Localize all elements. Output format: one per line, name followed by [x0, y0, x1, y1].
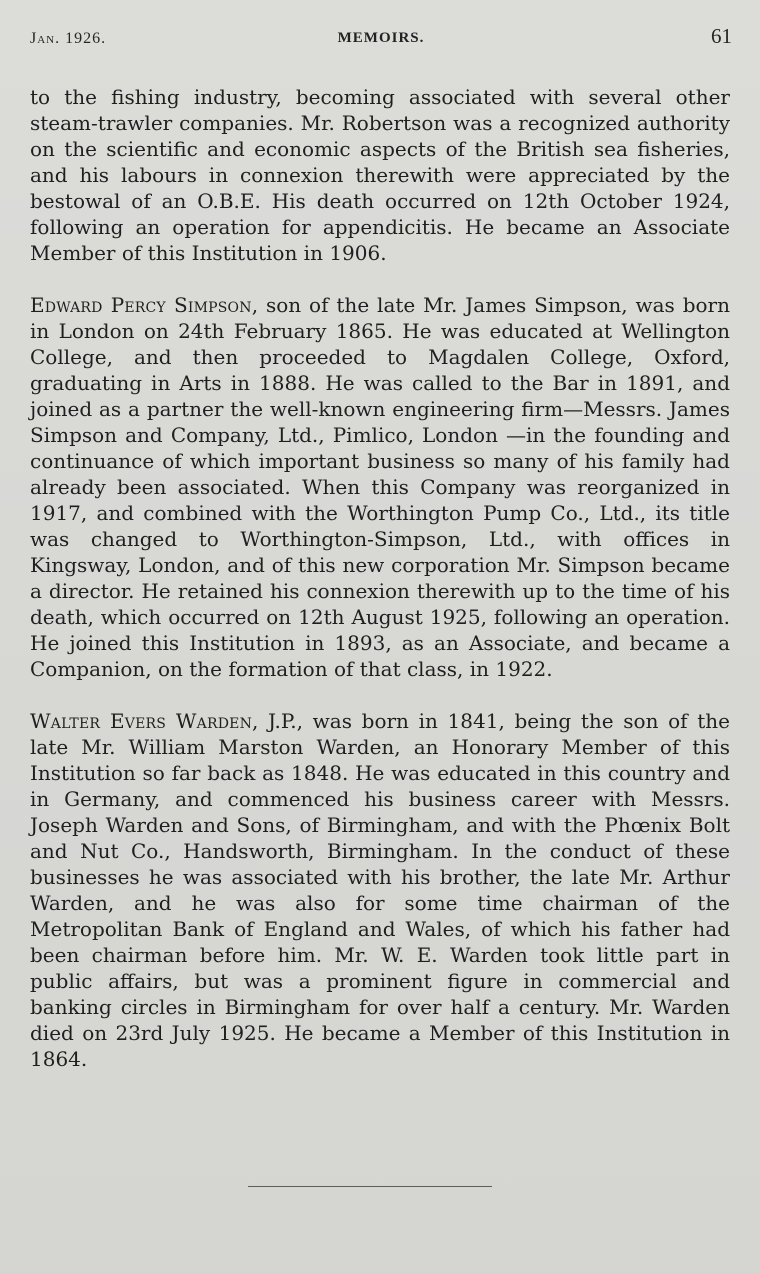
paragraph-robertson	[30, 84, 730, 266]
paragraph-text: , J.P., was born in 1841, being the son of the late Mr. William Marston Warden, an Honorary Member of this Institution so far back as 1848. He was educated in this country and in Germany, and commenced his business career with Messrs. Joseph Warden and Sons, of Birmingham, and with the Phœnix Bolt and Nut Co., Handsworth, Birmingham. In the conduct of these businesses he was associated with his brother, the late Mr. Arthur Warden, and he was also for some time chairman of the Metropolitan Bank of England and Wales, of which his father had been chairman before him. Mr. W. E. Warden took little part in public affairs, but was a prominent figure in commercial and banking circles in Birmingham for over half a century. Mr. Warden died on 23rd July 1925. He became a Member of this Institution in 1864.	[30, 709, 730, 1071]
paragraph-text: , son of the late Mr. James Simpson, was born in London on 24th February 1865. He was educated at Wellington College, and then proceeded to Magdalen College, Oxford, graduating in Arts in 1888. He was called to the Bar in 1891, and joined as a partner the well-known engineering firm—Messrs. James Simpson and Company, Ltd., Pimlico, London —in the founding and continuance of which important business so many of his family had already been associated. When this Company was reorganized in 1917, and combined with the Worthington Pump Co., Ltd., its title was changed to Worthington-Simpson, Ltd., with offices in Kingsway, London, and of this new corporation Mr. Simpson became a director. He retained his connexion therewith up to the time of his death, which occurred on 12th August 1925, following an operation. He joined this Institution in 1893, as an Associate, and became a Companion, on the formation of that class, in 1922.	[30, 293, 730, 681]
section-end-rule	[248, 1186, 492, 1187]
header-section-title: MEMOIRS.	[337, 30, 425, 46]
paragraph-simpson	[30, 292, 730, 682]
memoir-content	[30, 84, 730, 1072]
person-name-simpson: Edward Percy Simpson	[30, 293, 252, 317]
person-name-warden: Walter Evers Warden	[30, 709, 253, 733]
page-header	[30, 24, 732, 54]
paragraph-warden	[30, 708, 730, 1072]
page-number: 61	[711, 24, 732, 48]
header-date: Jan. 1926.	[30, 30, 107, 47]
paragraph-text: to the fishing industry, becoming associated with several other steam-trawler companies. Mr. Robertson was a recognized authority on the scientific and economic aspects of the British sea fisheries, and his labours in connexion therewith were appreciated by the bestowal of an O.B.E. His death occurred on 12th October 1924, following an operation for appendicitis. He became an Associate Member of this Institution in 1906.	[30, 85, 730, 265]
